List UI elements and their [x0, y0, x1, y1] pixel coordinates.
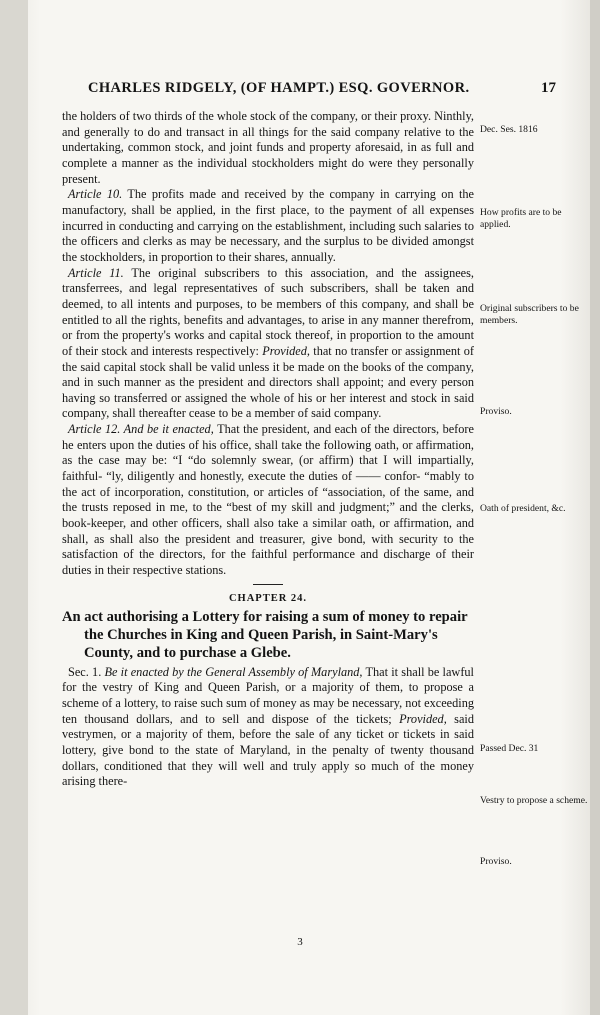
act-title: An act authorising a Lottery for raising a sum of money to repair the Churches in King and Queen Parish, in Saint-Mary's County, and to purchase a Glebe.	[62, 608, 468, 661]
article-11	[62, 266, 474, 423]
margin-note-profits: How profits are to be applied.	[480, 207, 562, 230]
margin-note-original-subscribers: Original subscribers to be members.	[480, 303, 579, 326]
article-11-proviso-text: that no transfer or assignment of the said capital stock shall be valid unless it be made on the books of the company, and in such manner as the president and directors shall appoint; and every person having so transferred or assigned the whole of his or her interest and stock in said company, shall thereafter cease to be a member of said company.	[62, 343, 474, 421]
article-12-enacting-clause: And be it enacted,	[120, 422, 214, 437]
article-11-text: The original subscribers to this association, and the assignees, transferrees, and legal representatives of such subscribers, shall be taken and deemed, to all intents and purposes, to be members of this company, and shall be entitled to all the rights, benefits and advantages, to arise in any manner therefrom, or from the property's works and capital stock thereof, in proportion to the amount of their stock and interests respectively:	[62, 265, 474, 358]
margin-note-proviso-2: Proviso.	[480, 856, 512, 867]
chapter-heading: CHAPTER 24.	[228, 592, 308, 604]
page-right-edge	[590, 0, 600, 1015]
margin-note-session: Dec. Ses. 1816	[480, 124, 538, 135]
section-divider	[253, 584, 283, 585]
article-12-label: Article 12.	[68, 422, 121, 437]
article-10-label: Article 10.	[68, 187, 123, 202]
section-1-proviso-text: said vestrymen, or a majority of them, before the sale of any ticket or tickets in said lottery, give bond to the state of Maryland, in the penalty of twenty thousand dollars, conditioned that they will well and truly apply so much of the money arising there-	[62, 711, 474, 789]
running-head: CHARLES RIDGELY, (OF HAMPT.) ESQ. GOVERNOR.	[88, 80, 470, 96]
article-11-label: Article 11.	[68, 265, 124, 280]
article-9-continuation: the holders of two thirds of the whole stock of the company, or their proxy. Ninthly, and generally to do and transact in all things for the said company relative to the undertaking, common stock, and joint funds and property aforesaid, in as full and complete a manner as the individual stockholders might do were they personally present.	[62, 109, 474, 186]
section-1-proviso-label: Provided,	[391, 711, 447, 726]
article-12	[62, 422, 474, 579]
margin-note-oath: Oath of president, &c.	[480, 503, 566, 514]
article-10-text: The profits made and received by the company in carrying on the manufactory, shall be applied, in the first place, to the payment of all expenses incurred in conducting and carrying on the establishment, including such salaries to the officers and clerks as may be necessary, and the surplus to be divided amongst the stockholders, in proportion to their shares, annually.	[62, 187, 474, 264]
article-11-proviso-label: Provided,	[262, 343, 310, 358]
margin-note-vestry: Vestry to propose a scheme.	[480, 795, 588, 806]
section-1-enacting-clause: Be it enacted by the General Assembly of Maryland,	[101, 664, 363, 679]
margin-note-passed: Passed Dec. 31	[480, 743, 539, 754]
page-left-edge	[0, 0, 28, 1015]
section-1-text: That it shall be lawful for the vestry of King and Queen Parish, or a majority of them, to propose a scheme of a lottery, to raise such sum of money as may be necessary, not exceeding ten thousand dollars, and to sell and dispose of the tickets;	[62, 664, 474, 726]
body-text	[62, 109, 474, 790]
article-10	[62, 187, 474, 265]
page-number: 17	[541, 80, 556, 96]
section-1-label: Sec. 1.	[68, 664, 102, 679]
margin-note-proviso: Proviso.	[480, 406, 512, 417]
page-header	[88, 80, 556, 102]
signature-mark: 3	[297, 936, 303, 948]
section-1	[62, 665, 474, 790]
article-12-text: That the president, and each of the directors, before he enters upon the duties of his office, shall take the following oath, or affirmation, as the case may be: “I “do solemnly swear, (or affirm) that I will impartially, faithful- “ly, diligently and honestly, execute the duties of —— confor- “mably to the act of incorporation, constitution, or articles of “association, of the same, and the trusts reposed in me, to the “best of my skill and judgment;” and the clerks, book-keeper, and other officers, shall also take a similar oath, or affirmation, and shall, as shall also the president and treasurer, give bond, with security to the satisfaction of the directors, for the faithful performance and discharge of their duties in their respective stations.	[62, 422, 474, 578]
